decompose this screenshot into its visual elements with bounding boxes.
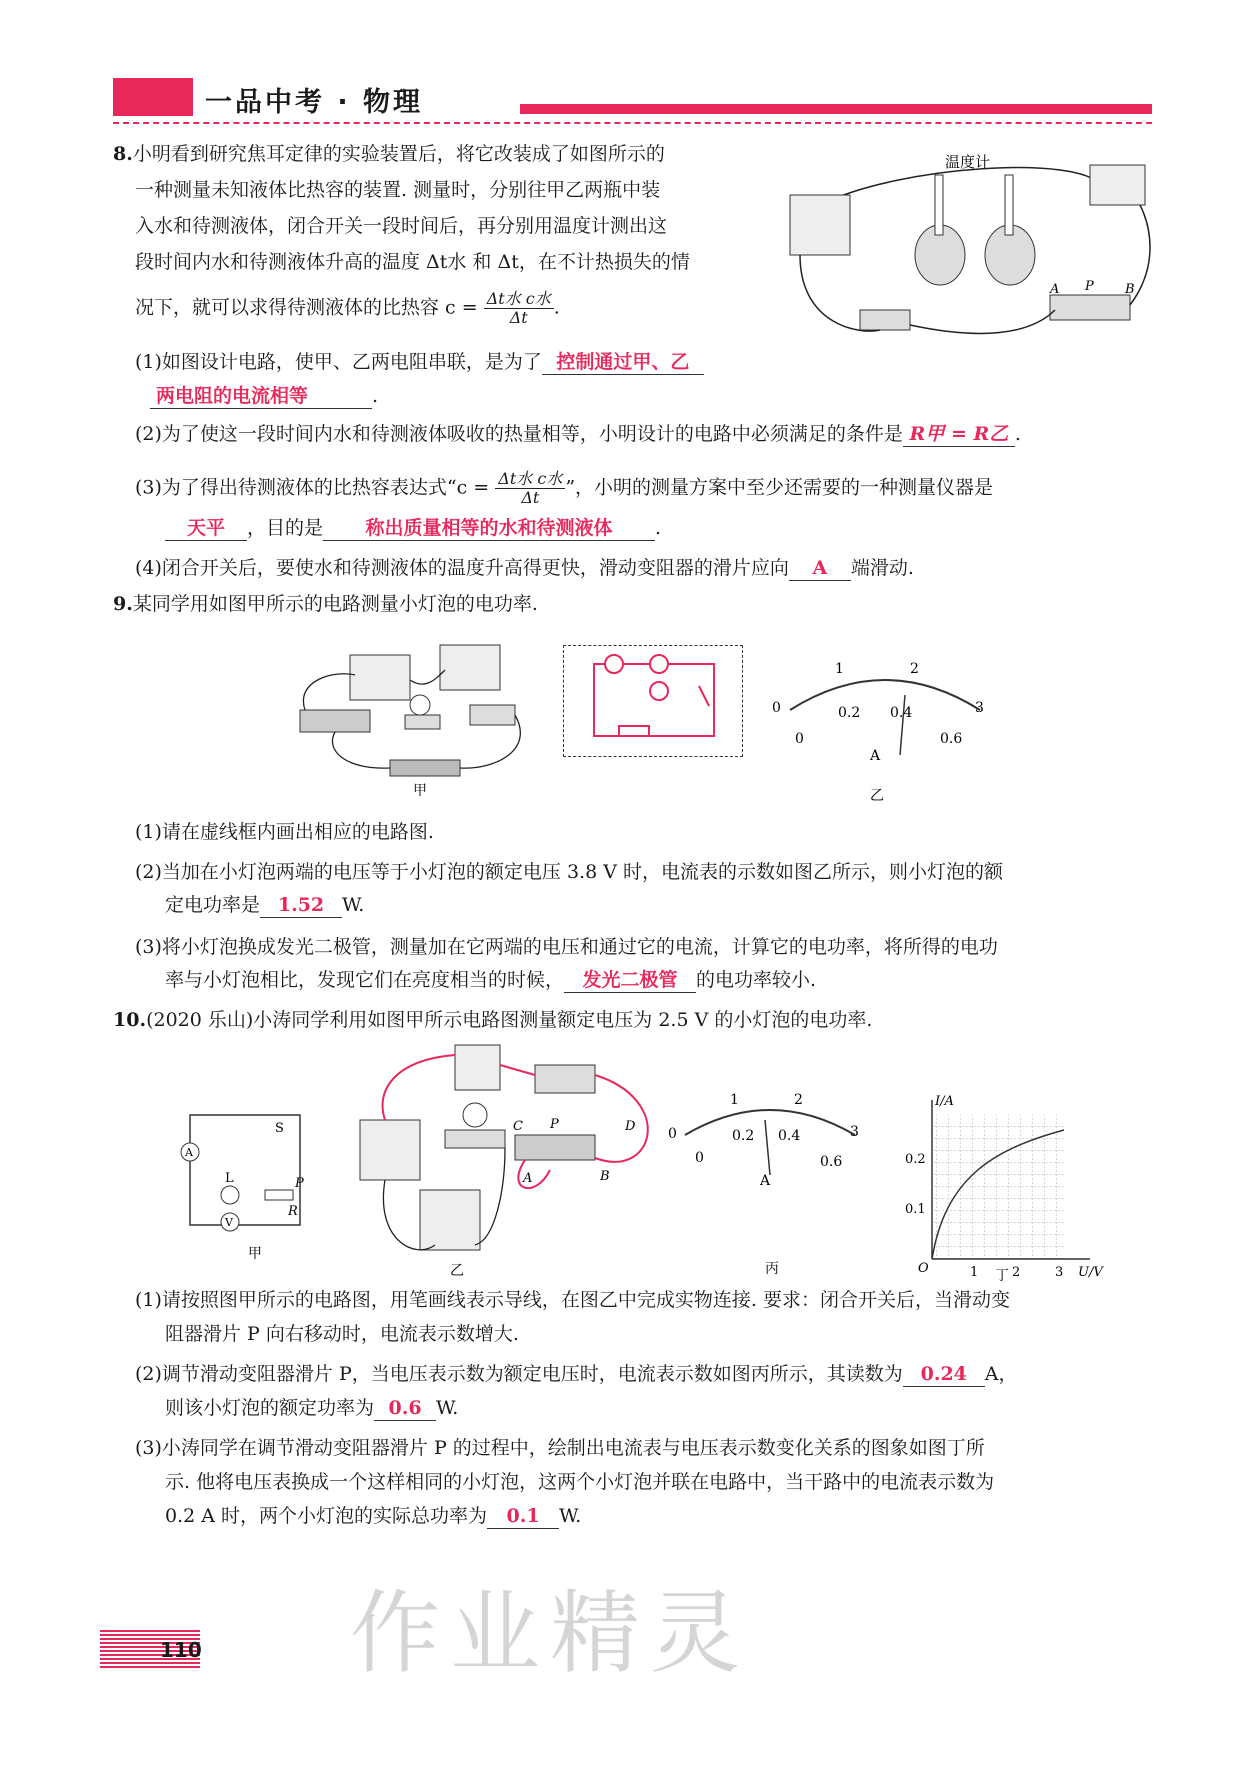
header-bar <box>520 104 1152 114</box>
q8-apparatus-figure <box>780 145 1160 355</box>
header-accent-block <box>113 78 193 116</box>
q10-part2-cont: 则该小灯泡的额定功率为 0.6 W. <box>165 1397 459 1419</box>
svg-text:3: 3 <box>975 700 984 716</box>
svg-text:3: 3 <box>1055 1265 1064 1280</box>
svg-text:A: A <box>760 1173 771 1189</box>
q9-part3-cont: 率与小灯泡相比，发现它们在亮度相当的时候， 发光二极管 的电功率较小. <box>165 969 817 991</box>
svg-text:0.2: 0.2 <box>905 1152 926 1167</box>
q10-part3-cont: 示. 他将电压表换成一个这样相同的小灯泡，这两个小灯泡并联在电路中，当干路中的电流表示数为 <box>165 1471 995 1493</box>
svg-text:0: 0 <box>668 1126 677 1142</box>
q9-part3: (3)将小灯泡换成发光二极管，测量加在它两端的电压和通过它的电流，计算它的电功率，将所得的电功 <box>135 936 998 958</box>
answer-blank: 0.1 <box>487 1504 559 1529</box>
rheostat-icon <box>1050 295 1130 320</box>
bulb-icon <box>463 1103 487 1127</box>
q9-part2: (2)当加在小灯泡两端的电压等于小灯泡的额定电压 3.8 V 时，电流表的示数如图乙所示，则小灯泡的额 <box>135 861 1003 883</box>
q9-part1: (1)请在虚线框内画出相应的电路图. <box>135 821 434 843</box>
q8-part4: (4)闭合开关后，要使水和待测液体的温度升高得更快，滑动变阻器的滑片应向 A 端滑动. <box>135 557 914 579</box>
svg-text:0.2: 0.2 <box>838 705 861 721</box>
svg-text:U/V: U/V <box>1078 1265 1103 1280</box>
svg-text:L: L <box>225 1171 234 1186</box>
switch-symbol-icon <box>699 686 709 706</box>
svg-text:I/A: I/A <box>935 1094 954 1109</box>
svg-text:V: V <box>225 1216 233 1229</box>
answer-blank: A <box>789 556 851 581</box>
svg-text:P: P <box>1085 279 1094 294</box>
svg-text:P: P <box>295 1176 304 1191</box>
voltmeter-symbol-icon <box>650 682 668 700</box>
svg-text:1: 1 <box>835 661 844 677</box>
ammeter-icon <box>350 655 410 700</box>
q8-part2: (2)为了使这一段时间内水和待测液体吸收的热量相等，小明设计的电路中必须满足的条件是 R甲 = R乙 . <box>135 423 1021 445</box>
switch-icon <box>470 705 515 725</box>
svg-text:丁: 丁 <box>995 1268 1009 1284</box>
switch-icon <box>860 310 910 330</box>
svg-text:温度计: 温度计 <box>945 153 991 171</box>
svg-text:0: 0 <box>695 1150 704 1166</box>
svg-text:2: 2 <box>794 1092 803 1108</box>
bulb-symbol-icon <box>221 1186 239 1204</box>
bulb-icon <box>410 695 430 715</box>
voltmeter-icon <box>440 645 500 690</box>
svg-text:0.6: 0.6 <box>940 731 963 747</box>
page-number: 110 <box>160 1638 202 1662</box>
svg-text:S: S <box>275 1121 284 1136</box>
ammeter-icon <box>360 1120 420 1180</box>
svg-text:A: A <box>523 1171 533 1186</box>
q10-part1: (1)请按照图甲所示的电路图，用笔画线表示导线，在图乙中完成实物连接. 要求：闭合开关后，当滑动变 <box>135 1289 1010 1311</box>
battery-icon <box>390 760 460 776</box>
q8-stem-line1: 8.小明看到研究焦耳定律的实验装置后，将它改装成了如图所示的 <box>113 143 665 165</box>
q8-part3-cont: 天平 ，目的是 称出质量相等的水和待测液体 . <box>165 516 661 541</box>
formula-fraction: $\frac{\text{Δt水 c水}}{\Delta t}$ <box>484 290 554 327</box>
watermark: 作业精灵 <box>350 1581 750 1686</box>
q9-stem: 9.某同学用如图甲所示的电路测量小灯泡的电功率. <box>113 593 538 615</box>
q8-stem-line5: 况下，就可以求得待测液体的比热容 c = $\frac{\text{Δt水 c水}}{\Delta t}$. <box>135 289 560 327</box>
q9-part2-cont: 定电功率是 1.52 W. <box>165 894 365 916</box>
svg-text:3: 3 <box>850 1124 859 1140</box>
answer-blank: 0.6 <box>374 1396 436 1421</box>
answer-blank: 1.52 <box>260 893 342 918</box>
q8-stem-line2: 一种测量未知液体比热容的装置. 测量时，分别往甲乙两瓶中装 <box>135 179 661 201</box>
q10-part3: (3)小涛同学在调节滑动变阻器滑片 P 的过程中，绘制出电流表与电压表示数变化关系的图象如图丁所 <box>135 1437 985 1459</box>
answer-blank: 称出质量相等的水和待测液体 <box>323 516 655 541</box>
svg-text:0.2: 0.2 <box>732 1128 755 1144</box>
svg-text:0.4: 0.4 <box>778 1128 801 1144</box>
q10-stem: 10.(2020 乐山)小涛同学利用如图甲所示电路图测量额定电压为 2.5 V 的小灯泡的电功率. <box>113 1009 873 1031</box>
q9-figure-a <box>295 640 545 800</box>
rheostat-symbol-icon <box>265 1190 293 1200</box>
q8-stem-line3: 入水和待测液体，闭合开关一段时间后，再分别用温度计测出这 <box>135 215 668 237</box>
svg-text:R: R <box>288 1204 298 1219</box>
svg-text:C: C <box>513 1119 523 1134</box>
q10-circuit-diagram <box>170 1090 330 1260</box>
q8-stem-line4: 段时间内水和待测液体升高的温度 Δt水 和 Δt，在不计热损失的情 <box>135 251 690 273</box>
svg-text:丙: 丙 <box>765 1261 779 1277</box>
svg-text:甲: 甲 <box>413 783 427 799</box>
svg-text:0: 0 <box>795 731 804 747</box>
q10-part3-cont2: 0.2 A 时，两个小灯泡的实际总功率为 0.1 W. <box>165 1505 582 1527</box>
svg-text:1: 1 <box>970 1265 979 1280</box>
svg-text:0.1: 0.1 <box>905 1202 926 1217</box>
q10-part1-cont: 阻器滑片 P 向右移动时，电流表示数增大. <box>165 1323 519 1345</box>
q9-circuit-box <box>563 645 743 757</box>
answer-blank: 0.24 <box>903 1362 985 1387</box>
rheostat-symbol-icon <box>619 726 649 736</box>
answer-blank: R甲 = R乙 <box>903 422 1015 447</box>
svg-text:A: A <box>185 1146 193 1159</box>
answer-blank: 发光二极管 <box>564 968 696 993</box>
q10-part2: (2)调节滑动变阻器滑片 P，当电压表示数为额定电压时，电流表示数如图丙所示，其读数为 0.24 A， <box>135 1363 1018 1385</box>
battery-icon <box>455 1045 500 1090</box>
svg-text:0.4: 0.4 <box>890 705 913 721</box>
bulb-symbol-icon <box>650 655 668 673</box>
q9-ammeter-dial <box>770 660 990 804</box>
svg-text:2: 2 <box>1012 1265 1021 1280</box>
svg-text:A: A <box>870 748 881 764</box>
svg-text:0.6: 0.6 <box>820 1154 843 1170</box>
q10-iu-graph <box>900 1090 1120 1284</box>
voltmeter-icon <box>420 1190 480 1250</box>
svg-text:乙: 乙 <box>870 788 884 804</box>
battery-icon <box>790 195 850 255</box>
svg-text:2: 2 <box>910 661 919 677</box>
svg-text:P: P <box>550 1117 559 1132</box>
svg-text:0: 0 <box>772 700 781 716</box>
rheostat-icon <box>300 710 370 732</box>
q10-ammeter-dial <box>670 1090 870 1280</box>
switch-icon <box>535 1065 595 1093</box>
rheostat-icon <box>515 1135 595 1160</box>
answer-blank: 控制通过甲、乙 <box>542 350 704 375</box>
svg-text:1: 1 <box>730 1092 739 1108</box>
q8-part1: (1)如图设计电路，使甲、乙两电阻串联，是为了 控制通过甲、乙 <box>135 350 704 375</box>
answer-blank: 天平 <box>165 516 247 541</box>
svg-text:O: O <box>918 1261 929 1276</box>
svg-text:甲: 甲 <box>248 1246 262 1262</box>
q10-physical-circuit <box>355 1040 665 1280</box>
svg-text:B: B <box>1125 282 1135 297</box>
svg-text:乙: 乙 <box>450 1263 464 1279</box>
header-title: 一品中考 · 物理 <box>205 87 424 118</box>
svg-text:B: B <box>600 1169 610 1184</box>
header-divider <box>113 122 1152 124</box>
answer-blank: 两电阻的电流相等 <box>150 384 372 409</box>
ammeter-icon <box>1090 165 1145 205</box>
svg-text:D: D <box>625 1119 636 1134</box>
svg-text:A: A <box>1050 282 1060 297</box>
q8-part3: (3)为了得出待测液体的比热容表达式“c = $\frac{\text{Δt水 c水}}{\Delta t}$”，小明的测量方案中至少还需要的一种测量仪器是 <box>135 469 994 507</box>
ammeter-symbol-icon <box>605 655 623 673</box>
q8-part1-cont: 两电阻的电流相等 . <box>150 384 378 409</box>
